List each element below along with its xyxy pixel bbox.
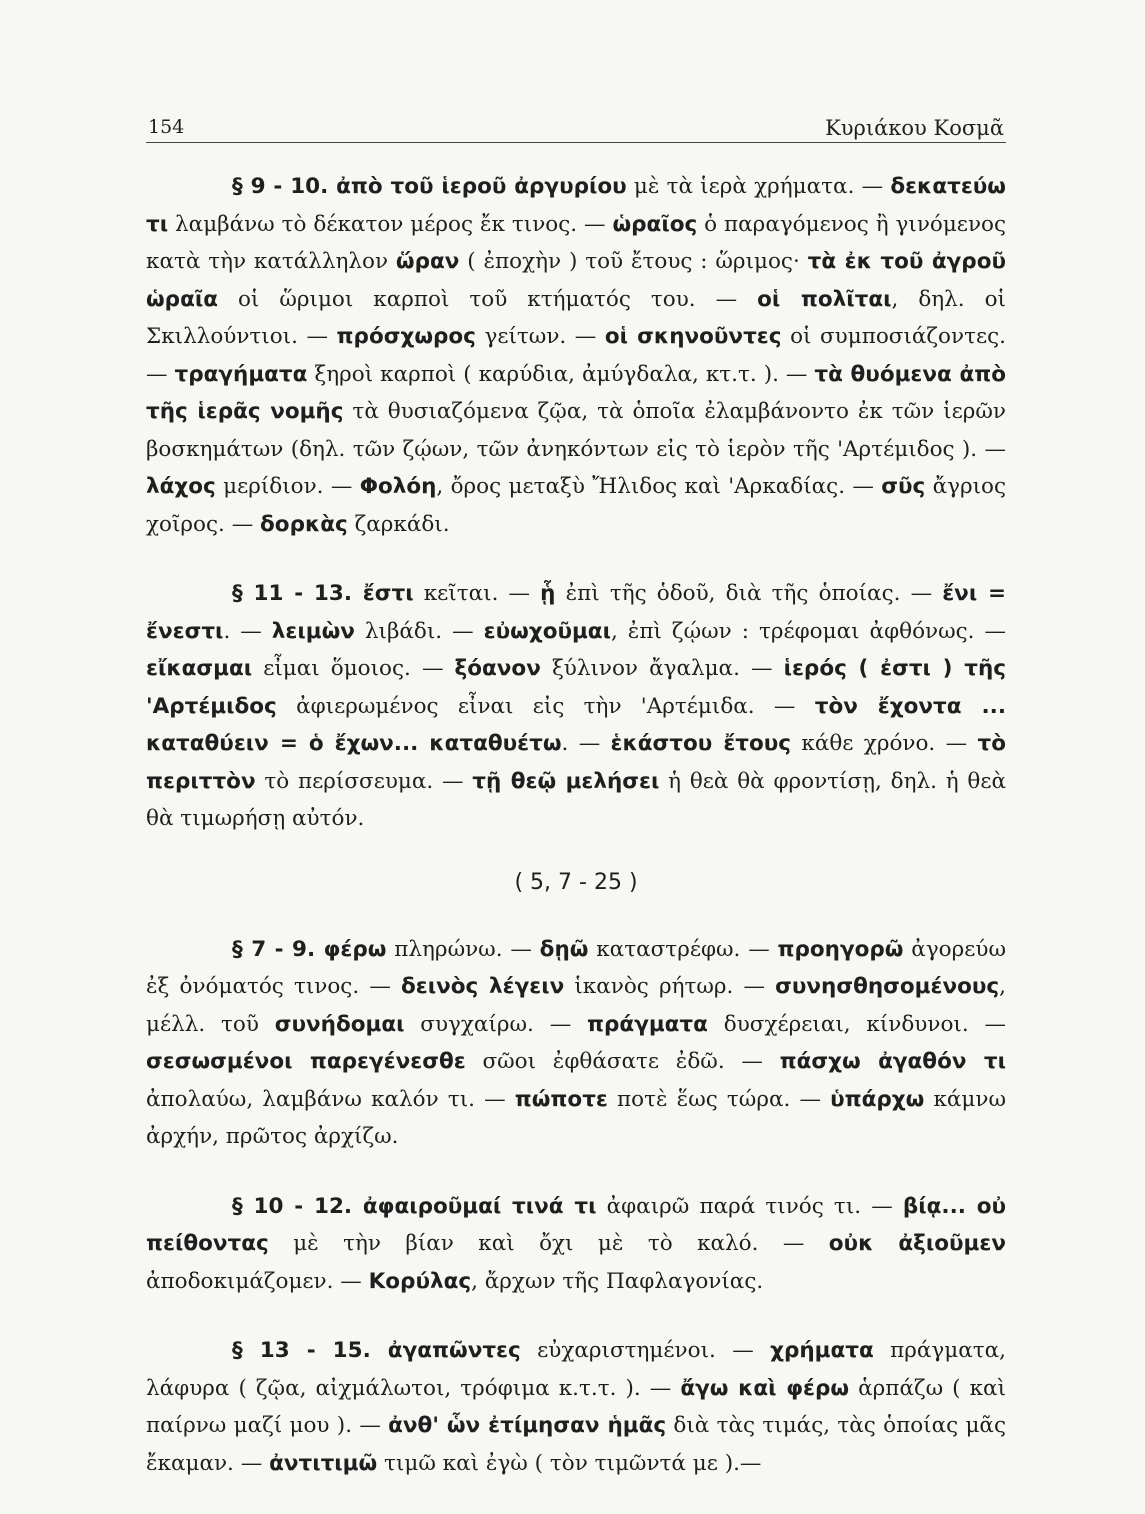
gloss: τὸ περίσσευμα. —: [255, 768, 473, 794]
page-number: 154: [148, 116, 185, 138]
lemma: σῦς: [881, 474, 926, 499]
gloss: μερίδιον. —: [215, 474, 360, 499]
page-header: [146, 112, 1006, 143]
gloss: γείτων. —: [475, 324, 605, 349]
lemma: τραγήματα: [174, 361, 308, 387]
gloss: . —: [561, 731, 611, 756]
running-head: Κυριάκου Κοσμᾶ: [825, 116, 1004, 140]
lemma: ἀντιτιμῶ: [269, 1450, 378, 1476]
lemma: οἱ πολῖται: [757, 286, 892, 312]
gloss: μὲ τὰ ἱερὰ χρήματα. —: [626, 174, 891, 199]
gloss: διὰ τὰς τιμάς, τὰς ὁποίας μᾶς ἔκαμαν. —: [146, 1413, 1006, 1476]
lemma: ἔνι = ἔνεστι: [146, 581, 1006, 644]
gloss: ἀγορεύω ἐξ ὀνόματός τινος. —: [146, 936, 1006, 999]
lemma: συνήδομαι: [274, 1011, 405, 1037]
gloss: ποτὲ ἕως τώρα. —: [607, 1086, 831, 1112]
lemma: ἀνθ' ὧν ἐτίμησαν ἡμᾶς: [388, 1413, 667, 1438]
gloss: ἐπὶ τῆς ὁδοῦ, διὰ τῆς ὁποίας. —: [555, 581, 943, 606]
lemma: λειμὼν: [271, 618, 355, 644]
lemma: ἱερός ( ἐστι ) τῆς 'Αρτέμιδος: [146, 656, 1006, 719]
gloss: πληρώνω. —: [386, 936, 540, 962]
lemma: τὰ θυόμενα ἀπὸ τῆς ἱερᾶς νομῆς: [146, 361, 1006, 424]
lemma: πράγματα: [587, 1011, 708, 1037]
paragraph-13-15: [146, 1332, 1006, 1482]
lemma: συνησθησομένους: [775, 974, 1000, 999]
gloss: . —: [223, 618, 272, 644]
gloss: ὁ παραγόμενος ἢ γινόμενος κατὰ τὴν κατάλληλον: [146, 211, 1007, 274]
lemma: ᾗ: [540, 581, 556, 606]
lemma: τὸ περιττὸν: [146, 731, 1006, 794]
lemma: λάχος: [146, 474, 216, 499]
gloss: ἀφαιρῶ παρά τινός τι. —: [596, 1193, 903, 1219]
gloss: καταστρέφω. —: [588, 936, 778, 962]
lemma: πώποτε: [514, 1086, 608, 1112]
gloss: ἀπολαύω, λαμβάνω καλόν τι. —: [146, 1086, 515, 1112]
lemma: ἀφαιροῦμαί τινά τι: [352, 1193, 597, 1219]
section-marker: § 9 - 10.: [232, 174, 329, 199]
gloss: ἱκανὸς ρήτωρ. —: [564, 974, 776, 999]
section-marker: § 7 - 9.: [232, 936, 316, 962]
gloss: εἶμαι ὅμοιος. —: [252, 656, 455, 681]
gloss: τὰ θυσιαζόμενα ζῷα, τὰ ὁποῖα ἐλαμβάνοντο ἐκ τῶν ἱερῶν βοσκημάτων (δηλ. τῶν ζῴων, τῶν ἀνηκόντων εἰς τὸ ἱερὸν τῆς 'Αρτέμιδος ). —: [146, 399, 1006, 462]
lemma: ἄγω καὶ φέρω: [680, 1375, 850, 1401]
gloss: σῶοι ἐφθάσατε ἐδῶ. —: [465, 1049, 780, 1074]
gloss: ξύλινον ἄγαλμα. —: [540, 656, 784, 681]
lemma: βίᾳ... οὐ πείθοντας: [146, 1193, 1007, 1256]
gloss: ζαρκάδι.: [347, 511, 450, 537]
paragraph-7-9: [146, 931, 1006, 1156]
lemma: ἀγαπῶντες: [370, 1338, 521, 1363]
gloss: εὐχαριστημένοι. —: [520, 1338, 771, 1363]
lemma: οὐκ ἀξιοῦμεν: [828, 1231, 1006, 1256]
lemma: τὰ ἐκ τοῦ ἀγροῦ ὡραῖα: [146, 249, 1006, 312]
lemma: προηγορῶ: [777, 936, 904, 962]
lemma: ὡραῖος: [612, 211, 698, 237]
lemma: σεσωσμένοι παρεγένεσθε: [146, 1049, 466, 1074]
gloss: κάμνω ἀρχήν, πρῶτος ἀρχίζω.: [146, 1086, 1006, 1149]
gloss: ἀποδοκιμάζομεν. —: [146, 1268, 369, 1294]
gloss: , ὄρος μεταξὺ Ἤλιδος καὶ 'Αρκαδίας. —: [436, 474, 882, 499]
gloss: ξηροὶ καρποὶ ( καρύδια, ἀμύγδαλα, κτ.τ. ). —: [307, 361, 815, 387]
gloss: ἀφιερωμένος εἶναι εἰς τὴν 'Αρτέμιδα. —: [276, 693, 815, 719]
gloss: , μέλλ. τοῦ: [146, 974, 1006, 1037]
lemma: οἱ σκηνοῦντες: [604, 324, 782, 349]
lemma: εὐωχοῦμαι: [483, 618, 611, 644]
paragraph-10-12: [146, 1188, 1006, 1301]
lemma: δῃῶ: [539, 936, 589, 962]
gloss: δυσχέρειαι, κίνδυνοι. —: [707, 1011, 1006, 1037]
gloss: λιβάδι. —: [354, 618, 484, 644]
gloss: λαμβάνω τὸ δέκατον μέρος ἔκ τινος. —: [168, 211, 613, 237]
lemma: δεινὸς λέγειν: [400, 974, 565, 999]
lemma: τῇ θεῷ μελήσει: [472, 768, 660, 794]
gloss: , ἄρχων τῆς Παφλαγονίας.: [471, 1268, 764, 1294]
gloss: τιμῶ καὶ ἐγὼ ( τὸν τιμῶντά με ).—: [377, 1450, 762, 1476]
lemma: ξόανον: [454, 656, 541, 681]
lemma: Φολόη: [359, 474, 437, 499]
lemma: δορκὰς: [260, 511, 348, 537]
lemma: Κορύλας: [368, 1268, 472, 1294]
gloss: , δηλ. οἱ Σκιλλούντιοι. —: [146, 286, 1006, 349]
gloss: ( ἐποχὴν ) τοῦ ἔτους : ὥριμος·: [459, 249, 808, 274]
section-marker: § 13 - 15.: [232, 1338, 371, 1363]
gloss: ἄγριος χοῖρος. —: [146, 474, 1006, 537]
lemma: πρόσχωρος: [336, 324, 476, 349]
lemma: δεκατεύω τι: [146, 174, 1006, 237]
chapter-reference: ( 5, 7 - 25 ): [514, 869, 638, 895]
lemma: ὑπάρχω: [830, 1086, 925, 1112]
lemma: φέρω: [315, 936, 387, 962]
gloss: ἡ θεὰ θὰ φροντίσῃ, δηλ. ἡ θεὰ θὰ τιμωρήσῃ αὐτόν.: [146, 768, 1006, 831]
paragraph-11-13: [146, 575, 1006, 838]
lemma: τὸν ἔχοντα ... καταθύειν = ὁ ἔχων... καταθυέτω: [146, 693, 1006, 756]
lemma: πάσχω ἀγαθόν τι: [779, 1049, 1006, 1074]
lemma: ἔστι: [352, 581, 414, 606]
gloss: πράγματα, λάφυρα ( ζῷα, αἰχμάλωτοι, τρόφιμα κ.τ.τ. ). —: [146, 1338, 1007, 1401]
section-marker: § 10 - 12.: [232, 1193, 353, 1219]
section-marker: § 11 - 13.: [232, 581, 353, 606]
lemma: ἀπὸ τοῦ ἱεροῦ ἀργυρίου: [328, 174, 627, 199]
gloss: κεῖται. —: [413, 581, 541, 606]
gloss: οἱ ὥριμοι καρποὶ τοῦ κτήματός του. —: [218, 286, 758, 312]
lemma: εἴκασμαι: [146, 656, 253, 681]
gloss: μὲ τὴν βίαν καὶ ὄχι μὲ τὸ καλό. —: [268, 1231, 829, 1256]
lemma: ἑκάστου ἔτους: [610, 731, 792, 756]
paragraph-9-10: [146, 168, 1006, 543]
gloss: συγχαίρω. —: [404, 1011, 588, 1037]
gloss: ἁρπάζω ( καὶ παίρνω μαζί μου ). —: [146, 1375, 1006, 1438]
lemma: ὥραν: [395, 249, 460, 274]
gloss: , ἐπὶ ζῴων : τρέφομαι ἀφθόνως. —: [610, 618, 1007, 644]
gloss: οἱ συμποσιάζοντες. —: [146, 324, 1006, 387]
page-body: [146, 168, 1006, 1514]
lemma: χρήματα: [770, 1338, 874, 1363]
gloss: κάθε χρόνο. —: [791, 731, 978, 756]
